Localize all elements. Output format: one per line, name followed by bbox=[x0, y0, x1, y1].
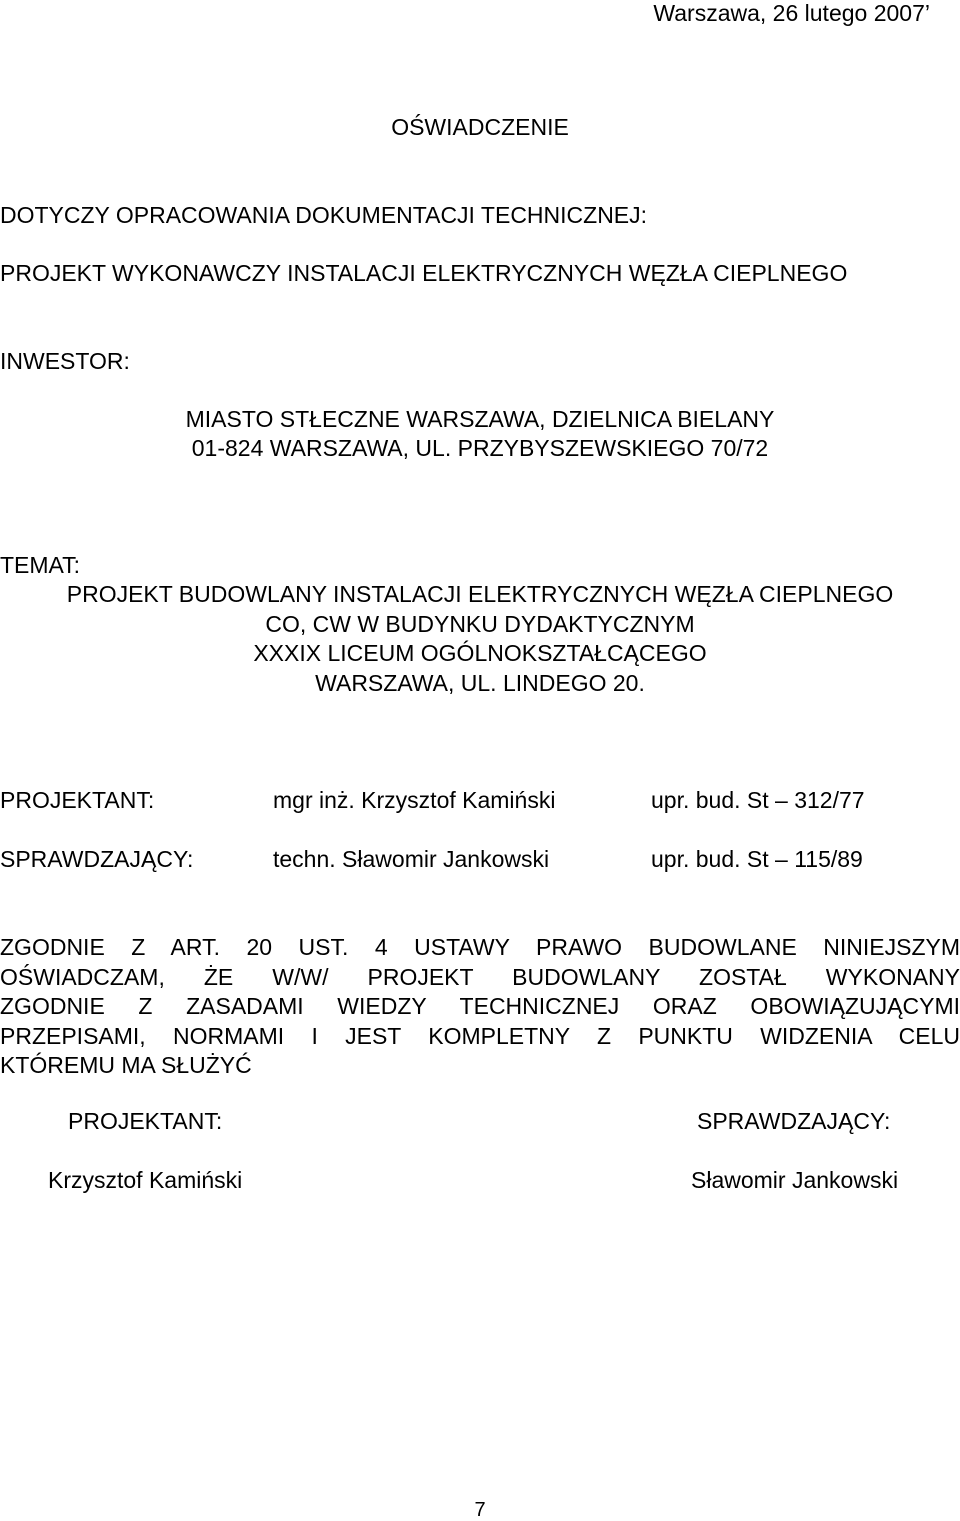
designer-permit: upr. bud. St – 312/77 bbox=[651, 787, 865, 813]
signature-checker-label: SPRAWDZAJĄCY: bbox=[697, 1108, 891, 1134]
topic-line-3: XXXIX LICEUM OGÓLNOKSZTAŁCĄCEGO bbox=[253, 640, 707, 666]
document-date: Warszawa, 26 lutego 2007’ bbox=[653, 0, 930, 26]
signature-designer-label: PROJEKTANT: bbox=[68, 1108, 223, 1134]
subject-line: PROJEKT WYKONAWCZY INSTALACJI ELEKTRYCZNYCH WĘZŁA CIEPLNEGO bbox=[0, 260, 848, 286]
topic-label: TEMAT: bbox=[0, 552, 81, 578]
signature-designer-name: Krzysztof Kamiński bbox=[48, 1167, 243, 1193]
subject-intro: DOTYCZY OPRACOWANIA DOKUMENTACJI TECHNICZNEJ: bbox=[0, 202, 648, 228]
document-title: OŚWIADCZENIE bbox=[391, 114, 569, 140]
designer-label: PROJEKTANT: bbox=[0, 787, 155, 813]
statement-line: ZGODNIE Z ZASADAMI WIEDZY TECHNICZNEJ ORAZ OBOWIĄZUJĄCYMI bbox=[0, 993, 960, 1019]
checker-permit: upr. bud. St – 115/89 bbox=[651, 846, 863, 872]
designer-name: mgr inż. Krzysztof Kamiński bbox=[273, 787, 556, 813]
investor-line-2: 01-824 WARSZAWA, UL. PRZYBYSZEWSKIEGO 70/72 bbox=[191, 435, 769, 461]
statement-line: ZGODNIE Z ART. 20 UST. 4 USTAWY PRAWO BUDOWLANE NINIEJSZYM bbox=[0, 934, 960, 960]
statement-line: OŚWIADCZAM, ŻE W/W/ PROJEKT BUDOWLANY ZOSTAŁ WYKONANY bbox=[0, 963, 960, 990]
page-number: 7 bbox=[474, 1499, 486, 1521]
investor-line-1: MIASTO STŁECZNE WARSZAWA, DZIELNICA BIELANY bbox=[185, 406, 775, 432]
investor-label: INWESTOR: bbox=[0, 348, 130, 374]
checker-name: techn. Sławomir Jankowski bbox=[273, 846, 550, 872]
topic-line-4: WARSZAWA, UL. LINDEGO 20. bbox=[315, 670, 645, 696]
statement-line: KTÓREMU MA SŁUŻYĆ bbox=[0, 1052, 252, 1078]
topic-line-1: PROJEKT BUDOWLANY INSTALACJI ELEKTRYCZNYCH WĘZŁA CIEPLNEGO bbox=[66, 581, 894, 607]
statement-line: PRZEPISAMI, NORMAMI I JEST KOMPLETNY Z PUNKTU WIDZENIA CELU bbox=[0, 1022, 960, 1049]
checker-label: SPRAWDZAJĄCY: bbox=[0, 846, 194, 872]
signature-checker-name: Sławomir Jankowski bbox=[691, 1167, 899, 1193]
statement-paragraph bbox=[0, 933, 960, 1081]
topic-line-2: CO, CW W BUDYNKU DYDAKTYCZNYM bbox=[265, 611, 695, 637]
